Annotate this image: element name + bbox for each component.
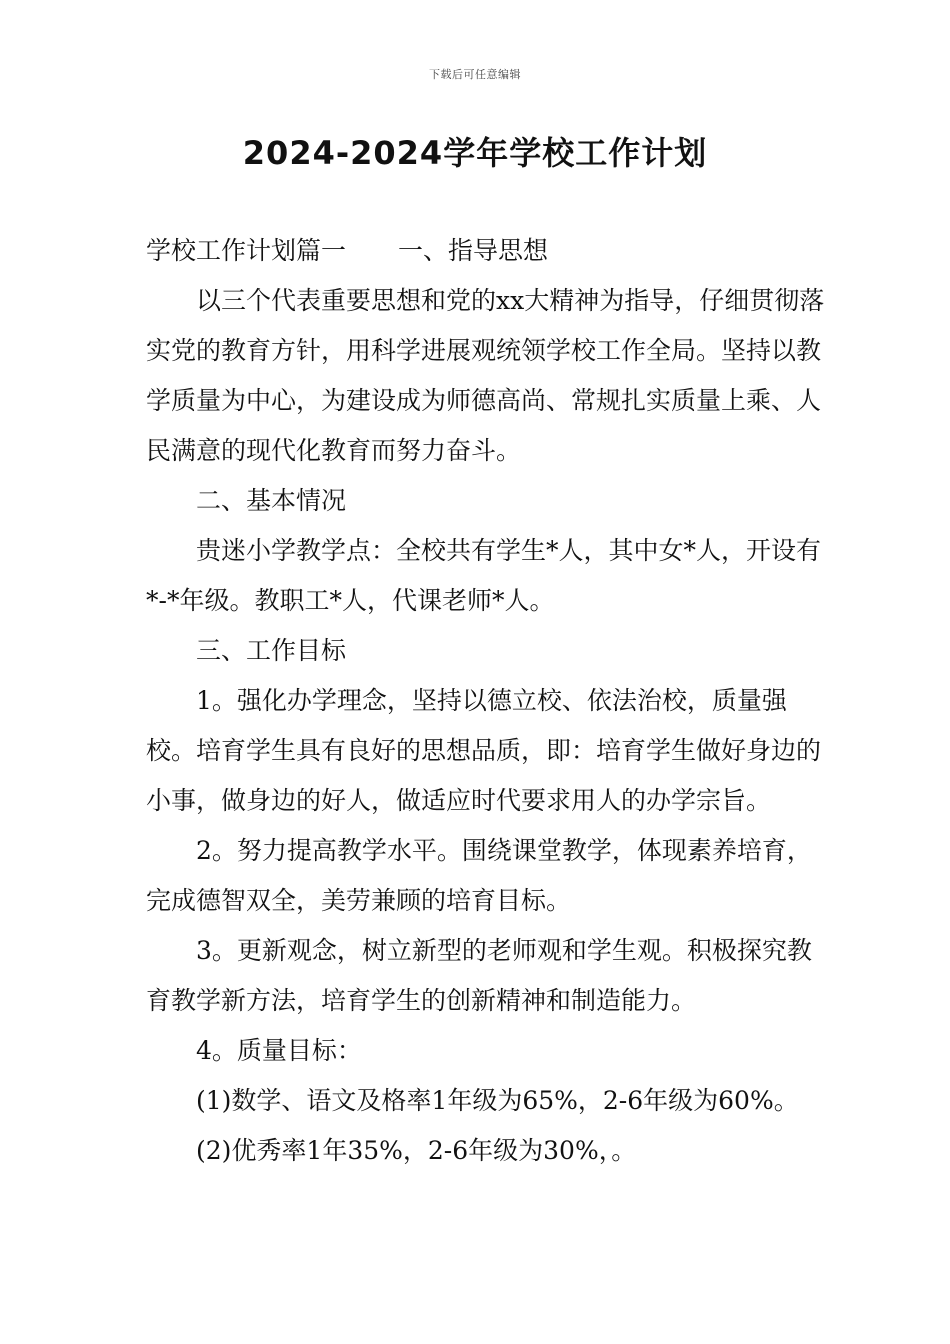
goal-2: 2。努力提高教学水平。围绕课堂教学，体现素养培育，完成德智双全，美劳兼顾的培育目标。 xyxy=(146,836,812,915)
paragraph-guiding-thought: 以三个代表重要思想和党的xx大精神为指导，仔细贯彻落实党的教育方针，用科学进展观统领学校工作全局。坚持以教学质量为中心，为建设成为师德高尚、常规扎实质量上乘、人民满意的现代化教育而努力奋斗。 xyxy=(146,286,825,465)
lead-line xyxy=(146,226,826,276)
goal-3: 3。更新观念，树立新型的老师观和学生观。积极探究教育教学新方法，培育学生的创新精神和制造能力。 xyxy=(146,936,812,1015)
goal-4: 4。质量目标： xyxy=(196,1036,362,1065)
lead-text: 学校工作计划篇一 xyxy=(146,236,347,265)
goal-1: 1。强化办学理念，坚持以德立校、依法治校，质量强校。培育学生具有良好的思想品质，即：培育学生做好身边的小事，做身边的好人，做适应时代要求用人的办学宗旨。 xyxy=(146,686,822,815)
section2-heading: 二、基本情况 xyxy=(196,486,347,515)
goal-4-item-2: (2)优秀率1年35%，2-6年级为30%，。 xyxy=(196,1136,637,1165)
goal-4-item-1: (1)数学、语文及格率1年级为65%，2-6年级为60%。 xyxy=(196,1086,799,1115)
paragraph-basic-info: 贵迷小学教学点：全校共有学生*人，其中女*人，开设有*-*年级。教职工*人，代课老师*人。 xyxy=(146,536,822,615)
document-title: 2024-2024学年学校工作计划 xyxy=(242,134,708,172)
header-note: 下载后可任意编辑 xyxy=(429,68,521,81)
section1-heading: 一、指导思想 xyxy=(398,236,549,265)
section3-heading: 三、工作目标 xyxy=(196,636,347,665)
document-body xyxy=(146,226,826,1176)
